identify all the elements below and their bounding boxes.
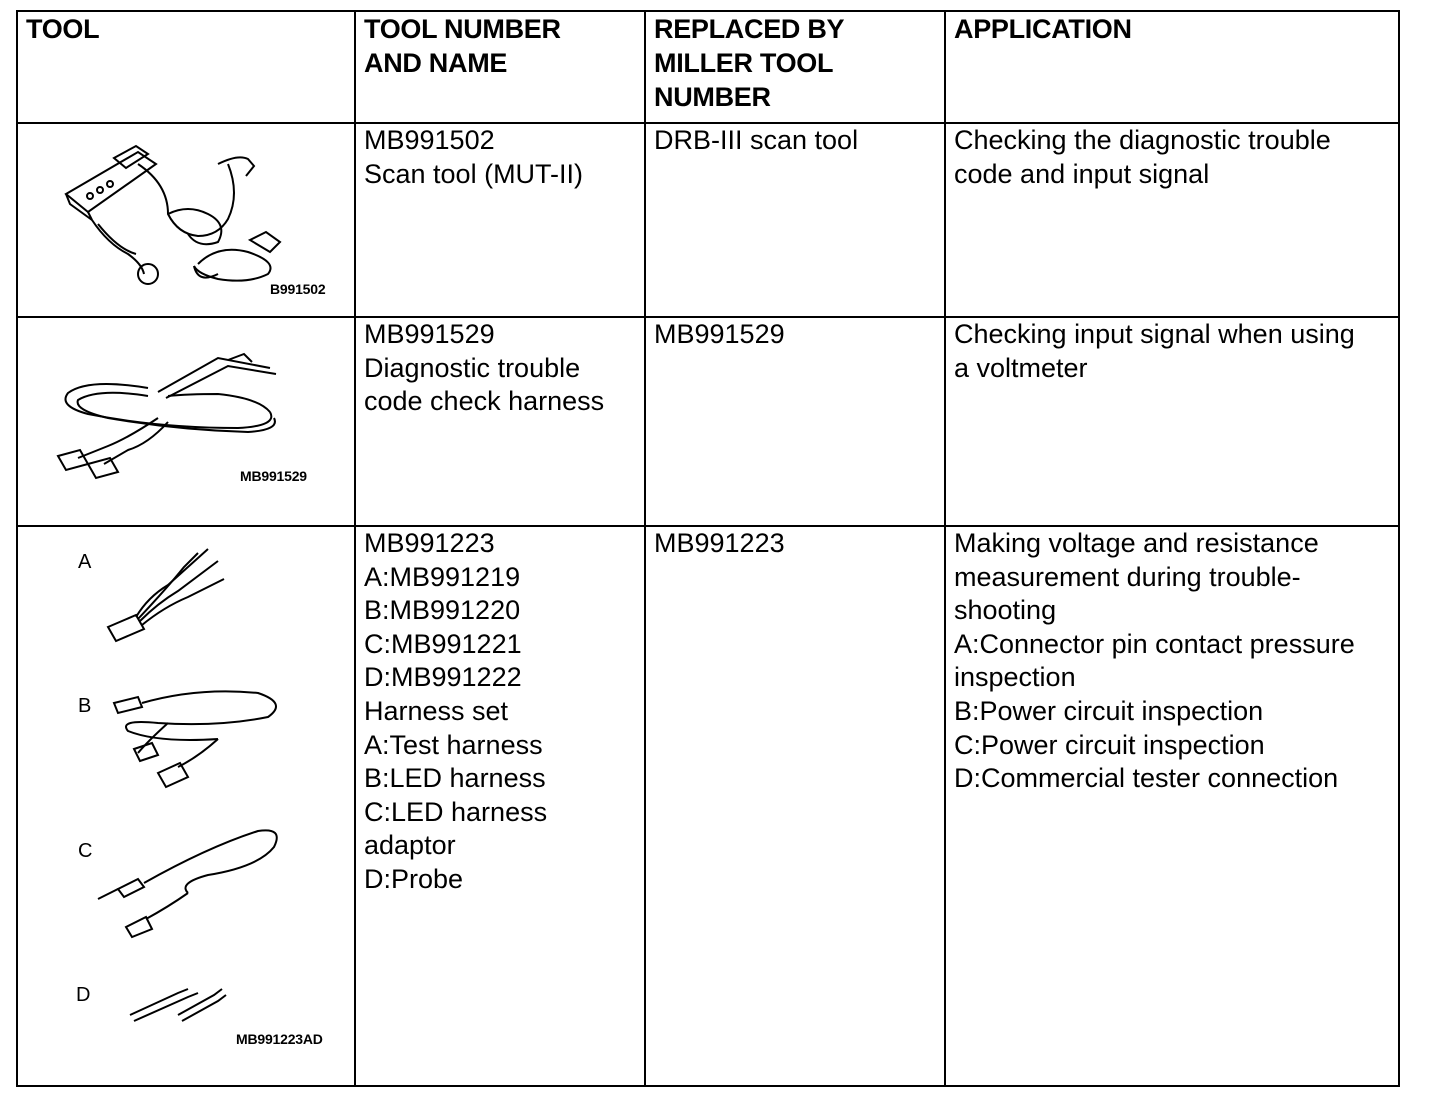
- application-cell: Checking input signal when using a voltmeter: [945, 317, 1399, 526]
- special-tools-table: [16, 10, 1400, 1087]
- tool-image-cell: [17, 123, 355, 317]
- image-label-b: B: [78, 695, 92, 717]
- image-label-c: C: [78, 840, 93, 862]
- table-row: [17, 317, 1399, 526]
- tool-image-caption: B991502: [270, 281, 326, 297]
- tool-image-cell: [17, 526, 355, 1086]
- header-tool-number: TOOL NUMBER AND NAME: [355, 11, 645, 123]
- check-harness-illustration: [18, 318, 354, 525]
- header-tool: TOOL: [17, 11, 355, 123]
- tool-image-cell: [17, 317, 355, 526]
- header-replaced-by: REPLACED BY MILLER TOOL NUMBER: [645, 11, 945, 123]
- application-cell: Checking the diagnostic trouble code and input signal: [945, 123, 1399, 317]
- header-row: [17, 11, 1399, 123]
- image-label-d: D: [76, 984, 91, 1006]
- application-cell: Making voltage and resistance measurement during trouble- shooting A:Connector pin contact pressure inspection B:Power circuit inspection C:Power circuit inspection D:Commercial tester connection: [945, 526, 1399, 1086]
- tool-number-cell: MB991529 Diagnostic trouble code check harness: [355, 317, 645, 526]
- table-row: [17, 123, 1399, 317]
- harness-set-illustration: [18, 527, 354, 1085]
- tool-number-cell: MB991223 A:MB991219 B:MB991220 C:MB991221 D:MB991222 Harness set A:Test harness B:LED harness C:LED harness adaptor D:Probe: [355, 526, 645, 1086]
- replaced-by-cell: MB991223: [645, 526, 945, 1086]
- tool-image-caption: MB991223AD: [236, 1031, 323, 1047]
- tool-image-caption: MB991529: [240, 468, 307, 484]
- table-row: [17, 526, 1399, 1086]
- replaced-by-cell: MB991529: [645, 317, 945, 526]
- tool-number-cell: MB991502 Scan tool (MUT-II): [355, 123, 645, 317]
- image-label-a: A: [78, 551, 92, 573]
- replaced-by-cell: DRB-III scan tool: [645, 123, 945, 317]
- header-application: APPLICATION: [945, 11, 1399, 123]
